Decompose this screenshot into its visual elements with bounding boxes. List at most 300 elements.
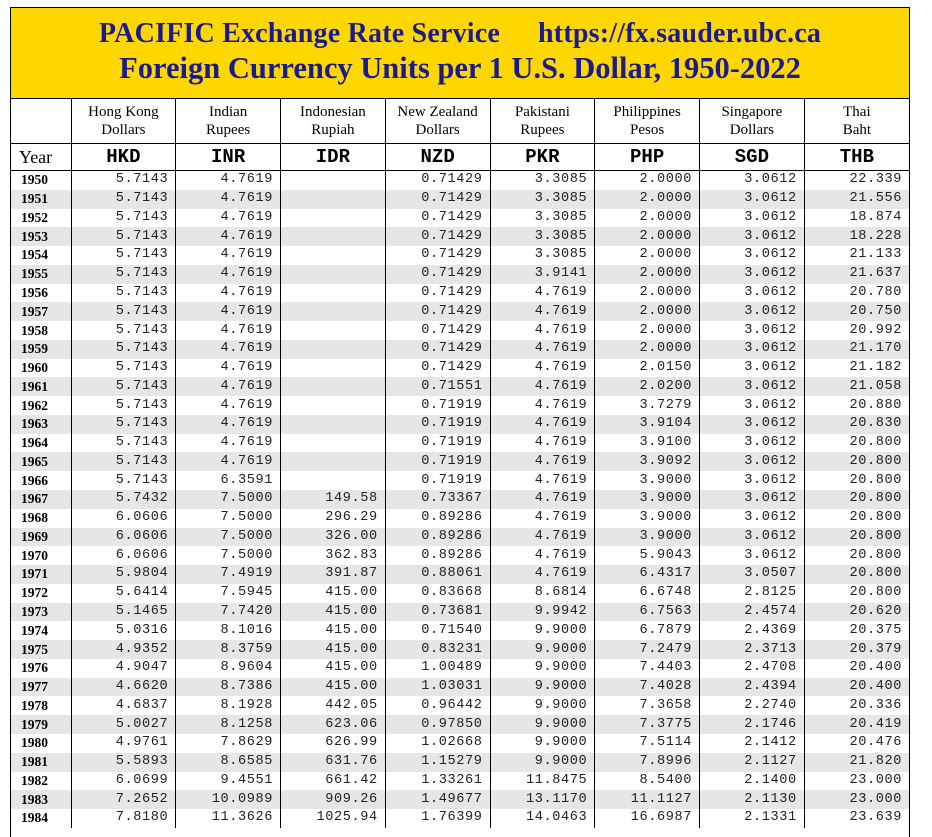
rate-cell: 2.0000 [595, 265, 700, 284]
rate-cell: 4.7619 [490, 471, 595, 490]
rate-cell: 3.3085 [490, 171, 595, 190]
rate-cell: 2.4708 [700, 659, 805, 678]
rate-cell: 6.0606 [71, 509, 176, 528]
rate-cell: 0.89286 [385, 528, 490, 547]
rate-cell: 5.7143 [71, 321, 176, 340]
rate-cell: 326.00 [281, 528, 386, 547]
rate-cell: 4.7619 [490, 396, 595, 415]
rate-cell: 5.7143 [71, 246, 176, 265]
table-row [11, 452, 909, 471]
rate-cell [281, 171, 386, 190]
rate-cell: 415.00 [281, 621, 386, 640]
currency-name-line1: Singapore [721, 104, 783, 120]
year-cell: 1955 [11, 265, 71, 284]
rate-cell: 0.71429 [385, 265, 490, 284]
rate-cell: 0.71429 [385, 246, 490, 265]
currency-header-hkd [71, 99, 176, 144]
rate-cell: 0.71919 [385, 471, 490, 490]
year-cell: 1963 [11, 415, 71, 434]
rate-cell: 2.0000 [595, 209, 700, 228]
rate-cell: 4.6620 [71, 678, 176, 697]
rate-cell: 5.7143 [71, 359, 176, 378]
currency-name-line2: Rupees [520, 122, 565, 138]
rate-cell: 7.2479 [595, 640, 700, 659]
rate-cell: 3.0612 [700, 452, 805, 471]
rate-cell [281, 415, 386, 434]
year-cell: 1967 [11, 490, 71, 509]
rate-cell: 6.6748 [595, 584, 700, 603]
year-cell: 1959 [11, 340, 71, 359]
rate-cell: 20.780 [804, 284, 909, 303]
rate-cell: 20.830 [804, 415, 909, 434]
rate-cell: 7.4028 [595, 678, 700, 697]
currency-code-thb: THB [804, 144, 909, 171]
rate-cell: 5.1465 [71, 603, 176, 622]
rate-cell: 2.0000 [595, 302, 700, 321]
rate-cell: 5.7143 [71, 452, 176, 471]
rate-cell: 4.9352 [71, 640, 176, 659]
year-cell: 1957 [11, 302, 71, 321]
rate-cell: 1.76399 [385, 809, 490, 828]
rate-cell: 3.3085 [490, 209, 595, 228]
rate-cell: 20.336 [804, 696, 909, 715]
rate-cell: 0.71429 [385, 227, 490, 246]
rate-cell: 8.1928 [176, 696, 281, 715]
rate-cell: 20.750 [804, 302, 909, 321]
rate-cell: 4.7619 [490, 284, 595, 303]
year-cell: 1960 [21, 360, 48, 376]
table-subtitle: Foreign Currency Units per 1 U.S. Dollar, 1950-2022 [119, 51, 801, 85]
rate-cell: 4.7619 [176, 321, 281, 340]
rate-cell: 7.5000 [176, 528, 281, 547]
rate-cell: 9.9000 [490, 715, 595, 734]
rate-cell: 3.9141 [490, 265, 595, 284]
rate-cell: 2.0000 [595, 227, 700, 246]
rate-cell: 6.0606 [71, 546, 176, 565]
rate-cell [281, 246, 386, 265]
rate-cell: 8.5400 [595, 772, 700, 791]
table-row [11, 734, 909, 753]
rate-cell: 0.71429 [385, 302, 490, 321]
rate-cell: 0.71429 [385, 209, 490, 228]
service-url[interactable]: https://fx.sauder.ubc.ca [538, 18, 822, 49]
rate-cell: 5.7143 [71, 227, 176, 246]
rate-cell: 20.800 [804, 528, 909, 547]
rate-cell: 20.800 [804, 509, 909, 528]
table-row [11, 584, 909, 603]
rate-cell: 7.3658 [595, 696, 700, 715]
table-row [11, 659, 909, 678]
rate-cell: 3.9092 [595, 452, 700, 471]
rate-cell: 3.3085 [490, 246, 595, 265]
rate-cell: 623.06 [281, 715, 386, 734]
currency-header-idr [281, 99, 386, 144]
currency-code-inr: INR [176, 144, 281, 171]
rate-cell: 3.0612 [700, 546, 805, 565]
rate-cell: 0.97850 [385, 715, 490, 734]
table-row [11, 696, 909, 715]
table-row [11, 640, 909, 659]
rate-cell: 3.3085 [490, 190, 595, 209]
rate-cell: 4.7619 [490, 359, 595, 378]
currency-name-line1: Thai [843, 104, 871, 120]
rate-cell: 7.4403 [595, 659, 700, 678]
rate-cell: 5.9043 [595, 546, 700, 565]
rate-cell: 20.379 [804, 640, 909, 659]
currency-name-line1: New Zealand [397, 104, 478, 120]
table-row [11, 565, 909, 584]
rate-cell: 3.0612 [700, 284, 805, 303]
rate-cell: 23.000 [804, 772, 909, 791]
table-row [11, 321, 909, 340]
rate-cell: 3.0612 [700, 171, 805, 190]
header-corner [11, 99, 71, 144]
rate-cell: 5.5893 [71, 753, 176, 772]
year-cell: 1954 [21, 247, 48, 263]
rate-cell: 5.7143 [71, 471, 176, 490]
rate-cell: 3.0612 [700, 302, 805, 321]
rate-cell [281, 452, 386, 471]
rate-cell: 4.7619 [176, 265, 281, 284]
table-row [11, 377, 909, 396]
exchange-rate-page [10, 7, 910, 837]
exchange-rate-table [11, 99, 909, 828]
rate-cell: 3.7279 [595, 396, 700, 415]
rate-cell: 2.1127 [700, 753, 805, 772]
rate-cell: 1.15279 [385, 753, 490, 772]
rate-cell [281, 227, 386, 246]
rate-cell [281, 471, 386, 490]
table-row [11, 509, 909, 528]
rates-body [11, 171, 909, 828]
rate-cell: 3.0612 [700, 190, 805, 209]
currency-header-thb [804, 99, 909, 144]
rate-cell: 2.1130 [700, 790, 805, 809]
rate-cell: 1025.94 [281, 809, 386, 828]
rate-cell: 4.7619 [490, 509, 595, 528]
rate-cell: 4.6837 [71, 696, 176, 715]
table-row [11, 396, 909, 415]
rate-cell [281, 209, 386, 228]
rate-cell: 5.0027 [71, 715, 176, 734]
rate-cell: 2.1746 [700, 715, 805, 734]
rate-cell: 5.7143 [71, 434, 176, 453]
table-row [11, 302, 909, 321]
rate-cell: 20.400 [804, 659, 909, 678]
rate-cell: 4.7619 [176, 227, 281, 246]
rate-cell: 9.9000 [490, 696, 595, 715]
rate-cell: 2.0000 [595, 340, 700, 359]
rate-cell: 3.0612 [700, 321, 805, 340]
rate-cell: 631.76 [281, 753, 386, 772]
rate-cell: 5.7143 [71, 302, 176, 321]
rate-cell: 18.874 [804, 209, 909, 228]
year-cell: 1950 [21, 172, 48, 188]
rate-cell: 8.6814 [490, 584, 595, 603]
year-cell: 1961 [11, 377, 71, 396]
currency-header-inr [176, 99, 281, 144]
rate-cell: 5.7143 [71, 415, 176, 434]
rate-cell: 6.0699 [71, 772, 176, 791]
rate-cell: 4.7619 [490, 490, 595, 509]
currency-code-nzd: NZD [385, 144, 490, 171]
rate-cell: 5.7143 [71, 209, 176, 228]
year-cell: 1982 [21, 772, 48, 788]
rate-cell: 2.1400 [700, 772, 805, 791]
rate-cell: 23.639 [804, 809, 909, 828]
rate-cell: 0.83668 [385, 584, 490, 603]
rate-cell: 4.7619 [490, 340, 595, 359]
rate-cell: 20.800 [804, 584, 909, 603]
rate-cell: 7.5000 [176, 490, 281, 509]
rate-cell: 3.0612 [700, 265, 805, 284]
rate-cell: 4.7619 [490, 415, 595, 434]
rate-cell: 0.83231 [385, 640, 490, 659]
rate-cell: 3.0507 [700, 565, 805, 584]
rate-cell: 1.02668 [385, 734, 490, 753]
rate-cell: 3.3085 [490, 227, 595, 246]
rate-cell: 5.7143 [71, 396, 176, 415]
year-cell: 1974 [21, 622, 48, 638]
rate-cell: 9.9000 [490, 659, 595, 678]
currency-name-line1: Pakistani [514, 104, 570, 120]
rate-cell: 2.0000 [595, 171, 700, 190]
table-row [11, 809, 909, 828]
rate-cell: 20.400 [804, 678, 909, 697]
rate-cell: 5.9804 [71, 565, 176, 584]
table-row [11, 490, 909, 509]
table-row [11, 471, 909, 490]
rate-cell: 7.8996 [595, 753, 700, 772]
table-row [11, 265, 909, 284]
rate-cell: 5.6414 [71, 584, 176, 603]
rate-cell: 2.0200 [595, 377, 700, 396]
rate-cell: 11.8475 [490, 772, 595, 791]
rate-cell: 2.4369 [700, 621, 805, 640]
banner-line-1 [11, 8, 909, 50]
rate-cell: 11.3626 [176, 809, 281, 828]
rate-cell: 21.058 [804, 377, 909, 396]
rate-cell: 0.71919 [385, 434, 490, 453]
rate-cell: 7.8629 [176, 734, 281, 753]
rate-cell: 2.2740 [700, 696, 805, 715]
table-row [11, 546, 909, 565]
rate-cell: 0.88061 [385, 565, 490, 584]
rate-cell: 4.7619 [490, 377, 595, 396]
rate-cell: 1.00489 [385, 659, 490, 678]
rate-cell: 4.7619 [490, 434, 595, 453]
rate-cell: 0.71429 [385, 171, 490, 190]
rate-cell: 16.6987 [595, 809, 700, 828]
year-cell: 1978 [21, 697, 48, 713]
rate-cell: 4.7619 [176, 284, 281, 303]
year-cell: 1969 [11, 528, 71, 547]
rate-cell: 0.71919 [385, 396, 490, 415]
rate-cell: 13.1170 [490, 790, 595, 809]
rate-cell: 3.0612 [700, 340, 805, 359]
rate-cell: 9.9000 [490, 640, 595, 659]
rate-cell: 7.8180 [71, 809, 176, 828]
rate-cell: 20.800 [804, 546, 909, 565]
rate-cell: 9.9000 [490, 734, 595, 753]
rate-cell: 5.7143 [71, 171, 176, 190]
rate-cell: 7.4919 [176, 565, 281, 584]
rate-cell: 4.7619 [490, 321, 595, 340]
rate-cell [281, 321, 386, 340]
rate-cell: 2.0000 [595, 246, 700, 265]
rate-cell: 2.0000 [595, 190, 700, 209]
table-row [11, 772, 909, 791]
rate-cell: 0.71429 [385, 340, 490, 359]
rate-cell: 2.3713 [700, 640, 805, 659]
currency-header-pkr [490, 99, 595, 144]
rate-cell: 6.7563 [595, 603, 700, 622]
rate-cell: 3.0612 [700, 246, 805, 265]
currency-name-line2: Rupiah [311, 122, 355, 138]
rate-cell: 9.9000 [490, 621, 595, 640]
rate-cell: 0.71429 [385, 359, 490, 378]
table-row [11, 190, 909, 209]
rate-cell: 5.7143 [71, 377, 176, 396]
currency-header-nzd [385, 99, 490, 144]
table-row [11, 359, 909, 378]
rate-cell: 3.0612 [700, 377, 805, 396]
rate-cell: 3.9000 [595, 490, 700, 509]
rate-cell: 415.00 [281, 678, 386, 697]
table-row [11, 246, 909, 265]
rate-cell: 21.170 [804, 340, 909, 359]
currency-name-line2: Pesos [630, 122, 665, 138]
rate-cell: 21.556 [804, 190, 909, 209]
rate-cell: 4.7619 [176, 209, 281, 228]
rate-cell: 4.7619 [176, 340, 281, 359]
rate-cell: 3.0612 [700, 490, 805, 509]
rate-cell: 20.476 [804, 734, 909, 753]
rate-cell: 20.880 [804, 396, 909, 415]
currency-header-sgd [700, 99, 805, 144]
table-row [11, 603, 909, 622]
rate-cell: 2.1331 [700, 809, 805, 828]
rate-cell: 3.0612 [700, 396, 805, 415]
rate-cell: 7.2652 [71, 790, 176, 809]
rate-cell: 3.9000 [595, 528, 700, 547]
rate-cell: 4.9761 [71, 734, 176, 753]
currency-code-php: PHP [595, 144, 700, 171]
rate-cell: 8.3759 [176, 640, 281, 659]
currency-header-php [595, 99, 700, 144]
year-cell: 1975 [11, 640, 71, 659]
currency-name-line1: Indonesian [299, 104, 366, 120]
year-cell: 1968 [21, 510, 48, 526]
rate-cell: 14.0463 [490, 809, 595, 828]
rate-cell: 5.7432 [71, 490, 176, 509]
rate-cell: 4.7619 [176, 377, 281, 396]
rate-cell: 296.29 [281, 509, 386, 528]
rate-cell: 0.71429 [385, 321, 490, 340]
rate-cell: 3.0612 [700, 434, 805, 453]
rate-cell: 7.5114 [595, 734, 700, 753]
rate-cell: 9.9000 [490, 678, 595, 697]
rate-cell: 4.7619 [176, 359, 281, 378]
rate-cell: 0.71919 [385, 415, 490, 434]
rate-cell: 21.133 [804, 246, 909, 265]
year-cell: 1965 [11, 452, 71, 471]
rate-cell: 5.7143 [71, 190, 176, 209]
rate-cell: 0.96442 [385, 696, 490, 715]
table-row [11, 171, 909, 190]
rate-cell: 1.33261 [385, 772, 490, 791]
rate-cell: 5.7143 [71, 265, 176, 284]
currency-name-line2: Dollars [415, 122, 460, 138]
year-cell: 1958 [21, 322, 48, 338]
rate-cell [281, 340, 386, 359]
rate-cell [281, 284, 386, 303]
rate-cell: 20.620 [804, 603, 909, 622]
rate-cell: 8.9604 [176, 659, 281, 678]
currency-code-pkr: PKR [490, 144, 595, 171]
rate-cell: 4.7619 [490, 302, 595, 321]
rate-cell: 0.71551 [385, 377, 490, 396]
currency-name-line1: Hong Kong [88, 104, 159, 120]
currency-code-hkd: HKD [71, 144, 176, 171]
rate-cell: 2.8125 [700, 584, 805, 603]
year-cell: 1981 [11, 753, 71, 772]
year-cell: 1966 [21, 472, 48, 488]
year-cell: 1979 [11, 715, 71, 734]
rate-cell: 20.800 [804, 471, 909, 490]
rate-cell: 4.7619 [176, 415, 281, 434]
currency-name-line2: Dollars [729, 122, 774, 138]
rate-cell: 7.3775 [595, 715, 700, 734]
year-cell: 1973 [11, 603, 71, 622]
rate-cell: 3.9100 [595, 434, 700, 453]
year-cell: 1952 [21, 209, 48, 225]
rate-cell: 0.71429 [385, 190, 490, 209]
year-cell: 1953 [11, 227, 71, 246]
rate-cell: 4.7619 [176, 171, 281, 190]
rate-cell: 391.87 [281, 565, 386, 584]
rate-cell: 3.0612 [700, 359, 805, 378]
year-cell: 1980 [21, 735, 48, 751]
currency-name-line2: Dollars [101, 122, 146, 138]
rate-cell: 6.0606 [71, 528, 176, 547]
rate-cell: 5.7143 [71, 284, 176, 303]
table-row [11, 415, 909, 434]
table-row [11, 340, 909, 359]
currency-code-row [11, 144, 909, 171]
table-row [11, 284, 909, 303]
rate-cell: 4.7619 [176, 396, 281, 415]
table-row [11, 753, 909, 772]
year-cell: 1972 [21, 585, 48, 601]
rate-cell: 9.9000 [490, 753, 595, 772]
rate-cell: 5.7143 [71, 340, 176, 359]
rate-cell: 22.339 [804, 171, 909, 190]
table-row [11, 790, 909, 809]
rate-cell: 21.182 [804, 359, 909, 378]
rate-cell: 9.9942 [490, 603, 595, 622]
rate-cell: 18.228 [804, 227, 909, 246]
rate-cell: 7.5945 [176, 584, 281, 603]
rate-cell: 20.375 [804, 621, 909, 640]
rate-cell: 3.9104 [595, 415, 700, 434]
rate-cell: 4.7619 [490, 546, 595, 565]
rate-cell: 2.4574 [700, 603, 805, 622]
rate-cell [281, 190, 386, 209]
rate-cell: 4.7619 [490, 528, 595, 547]
rate-cell: 20.800 [804, 434, 909, 453]
rate-cell: 2.4394 [700, 678, 805, 697]
